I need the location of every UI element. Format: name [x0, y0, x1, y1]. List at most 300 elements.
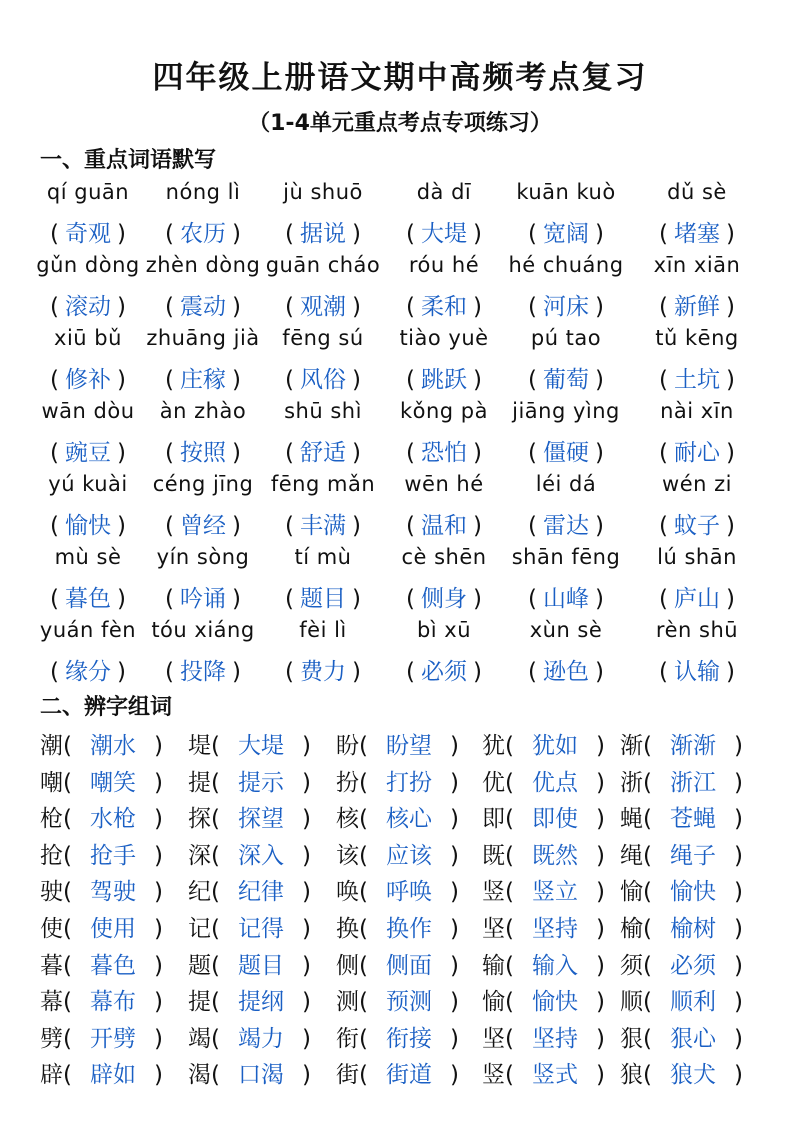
close-paren: ): [352, 367, 361, 393]
word-item: [482, 873, 632, 906]
close-paren: ): [595, 221, 604, 247]
answer-word: 盼望: [385, 733, 432, 759]
word-item: [40, 764, 190, 797]
open-paren: (: [50, 440, 59, 466]
answer-cell: [25, 653, 151, 686]
open-paren: (: [211, 989, 220, 1015]
close-paren: ): [232, 221, 241, 247]
close-paren: ): [733, 806, 743, 832]
close-paren: ): [153, 916, 163, 942]
answer-cell: [381, 288, 507, 321]
close-paren: ): [595, 806, 605, 832]
open-paren: (: [643, 879, 652, 905]
answer-cell: [25, 507, 151, 540]
pinyin-text: fèi lì: [299, 618, 347, 642]
word-row: [0, 873, 800, 907]
close-paren: ): [473, 513, 482, 539]
close-paren: ): [595, 294, 604, 320]
open-paren: (: [63, 843, 72, 869]
close-paren: ): [301, 733, 311, 759]
close-paren: ): [595, 879, 605, 905]
pinyin-text: lú shān: [657, 545, 737, 569]
pinyin-text: cè shēn: [401, 545, 487, 569]
base-character: 竖: [482, 879, 505, 905]
answer-word: 驾驶: [89, 879, 136, 905]
word-item: [620, 873, 770, 906]
answer-word: 河床: [543, 294, 589, 320]
answer-cell: [260, 215, 386, 248]
answer-word: 预测: [385, 989, 432, 1015]
answer-cell: [503, 653, 629, 686]
answer-word: 耐心: [674, 440, 720, 466]
close-paren: ): [473, 294, 482, 320]
open-paren: (: [643, 916, 652, 942]
pinyin-text: qí guān: [46, 180, 130, 204]
open-paren: (: [211, 953, 220, 979]
close-paren: ): [726, 440, 735, 466]
answer-cell: [503, 434, 629, 467]
close-paren: ): [733, 953, 743, 979]
open-paren: (: [211, 916, 220, 942]
answer-word: 暮色: [89, 953, 136, 979]
word-item: [336, 1056, 486, 1089]
close-paren: ): [352, 659, 361, 685]
answer-word: 侧面: [385, 953, 432, 979]
answer-cell: [25, 288, 151, 321]
pinyin-text: jù shuō: [283, 180, 363, 204]
answer-row: [0, 361, 800, 397]
answer-word: 开劈: [89, 1026, 136, 1052]
answer-word: 即使: [531, 806, 578, 832]
pinyin-text: jiāng yìng: [512, 399, 620, 423]
close-paren: ): [726, 513, 735, 539]
open-paren: (: [50, 294, 59, 320]
answer-word: 记得: [237, 916, 284, 942]
pinyin-text: róu hé: [408, 253, 480, 277]
word-row: [0, 837, 800, 871]
close-paren: ): [449, 733, 459, 759]
base-character: 竖: [482, 1062, 505, 1088]
open-paren: (: [659, 586, 668, 612]
pinyin-row: [0, 618, 800, 654]
open-paren: (: [528, 221, 537, 247]
pinyin-text: àn zhào: [159, 399, 247, 423]
base-character: 榆: [620, 916, 643, 942]
word-item: [482, 764, 632, 797]
open-paren: (: [211, 879, 220, 905]
close-paren: ): [117, 294, 126, 320]
base-character: 幕: [40, 989, 63, 1015]
open-paren: (: [505, 989, 514, 1015]
open-paren: (: [643, 989, 652, 1015]
answer-cell: [140, 215, 266, 248]
answer-word: 提纲: [237, 989, 284, 1015]
close-paren: ): [153, 1062, 163, 1088]
answer-word: 辟如: [89, 1062, 136, 1088]
open-paren: (: [406, 221, 415, 247]
answer-cell: [503, 361, 629, 394]
close-paren: ): [449, 843, 459, 869]
answer-cell: [381, 434, 507, 467]
close-paren: ): [301, 843, 311, 869]
open-paren: (: [285, 659, 294, 685]
base-character: 提: [188, 770, 211, 796]
open-paren: (: [165, 294, 174, 320]
answer-cell: [634, 507, 760, 540]
base-character: 竭: [188, 1026, 211, 1052]
open-paren: (: [359, 953, 368, 979]
answer-word: 暮色: [65, 586, 111, 612]
word-item: [188, 837, 338, 870]
open-paren: (: [165, 440, 174, 466]
answer-word: 柔和: [421, 294, 467, 320]
word-item: [40, 983, 190, 1016]
base-character: 愉: [620, 879, 643, 905]
answer-cell: [260, 361, 386, 394]
close-paren: ): [232, 513, 241, 539]
close-paren: ): [726, 221, 735, 247]
close-paren: ): [473, 440, 482, 466]
close-paren: ): [449, 1062, 459, 1088]
pinyin-text: léi dá: [535, 472, 597, 496]
answer-cell: [503, 507, 629, 540]
base-character: 顺: [620, 989, 643, 1015]
close-paren: ): [473, 586, 482, 612]
answer-word: 深入: [237, 843, 284, 869]
word-item: [188, 727, 338, 760]
answer-word: 必须: [421, 659, 467, 685]
close-paren: ): [733, 916, 743, 942]
open-paren: (: [63, 733, 72, 759]
answer-word: 侧身: [421, 586, 467, 612]
answer-word: 土坑: [674, 367, 720, 393]
pinyin-text: tǔ kēng: [655, 326, 739, 350]
open-paren: (: [359, 916, 368, 942]
close-paren: ): [232, 294, 241, 320]
close-paren: ): [733, 1026, 743, 1052]
open-paren: (: [406, 659, 415, 685]
answer-word: 豌豆: [65, 440, 111, 466]
word-item: [40, 800, 190, 833]
open-paren: (: [285, 294, 294, 320]
answer-word: 跳跃: [421, 367, 467, 393]
base-character: 堤: [188, 733, 211, 759]
open-paren: (: [285, 586, 294, 612]
close-paren: ): [352, 294, 361, 320]
pinyin-text: gǔn dòng: [36, 253, 140, 277]
close-paren: ): [595, 953, 605, 979]
answer-cell: [25, 361, 151, 394]
answer-word: 浙江: [669, 770, 716, 796]
word-item: [482, 1020, 632, 1053]
answer-word: 蚊子: [674, 513, 720, 539]
answer-cell: [503, 580, 629, 613]
pinyin-text: bì xū: [416, 618, 472, 642]
close-paren: ): [595, 586, 604, 612]
base-character: 犹: [482, 733, 505, 759]
word-item: [40, 727, 190, 760]
open-paren: (: [643, 1062, 652, 1088]
open-paren: (: [211, 733, 220, 759]
word-item: [188, 983, 338, 1016]
answer-word: 绳子: [669, 843, 716, 869]
word-item: [620, 837, 770, 870]
close-paren: ): [117, 367, 126, 393]
word-item: [620, 910, 770, 943]
answer-word: 抢手: [89, 843, 136, 869]
pinyin-row: [0, 545, 800, 581]
pinyin-text: fēng sú: [282, 326, 364, 350]
pinyin-row: [0, 326, 800, 362]
open-paren: (: [505, 916, 514, 942]
close-paren: ): [117, 586, 126, 612]
word-item: [188, 1020, 338, 1053]
answer-cell: [260, 434, 386, 467]
word-item: [40, 1056, 190, 1089]
pinyin-text: dà dī: [416, 180, 472, 204]
close-paren: ): [232, 586, 241, 612]
open-paren: (: [643, 733, 652, 759]
open-paren: (: [63, 1062, 72, 1088]
close-paren: ): [726, 586, 735, 612]
answer-cell: [25, 434, 151, 467]
open-paren: (: [505, 843, 514, 869]
pinyin-text: shū shì: [284, 399, 362, 423]
answer-word: 坚持: [531, 1026, 578, 1052]
word-item: [482, 910, 632, 943]
word-item: [482, 947, 632, 980]
pinyin-row: [0, 180, 800, 216]
word-item: [620, 727, 770, 760]
base-character: 潮: [40, 733, 63, 759]
answer-word: 提示: [237, 770, 284, 796]
close-paren: ): [153, 843, 163, 869]
answer-word: 口渴: [237, 1062, 284, 1088]
open-paren: (: [63, 953, 72, 979]
answer-word: 堵塞: [674, 221, 720, 247]
word-item: [336, 764, 486, 797]
open-paren: (: [165, 367, 174, 393]
answer-word: 雷达: [543, 513, 589, 539]
base-character: 暮: [40, 953, 63, 979]
pinyin-text: kǒng pà: [399, 399, 489, 423]
open-paren: (: [359, 989, 368, 1015]
base-character: 蝇: [620, 806, 643, 832]
answer-word: 奇观: [65, 221, 111, 247]
open-paren: (: [643, 1026, 652, 1052]
pinyin-text: tiào yuè: [399, 326, 489, 350]
open-paren: (: [63, 879, 72, 905]
open-paren: (: [359, 733, 368, 759]
answer-word: 愉快: [669, 879, 716, 905]
base-character: 狼: [620, 1062, 643, 1088]
answer-word: 应该: [385, 843, 432, 869]
answer-word: 葡萄: [543, 367, 589, 393]
open-paren: (: [359, 1026, 368, 1052]
word-item: [188, 764, 338, 797]
base-character: 题: [188, 953, 211, 979]
base-character: 衔: [336, 1026, 359, 1052]
answer-word: 犹如: [531, 733, 578, 759]
close-paren: ): [595, 367, 604, 393]
open-paren: (: [528, 513, 537, 539]
base-character: 狠: [620, 1026, 643, 1052]
open-paren: (: [63, 989, 72, 1015]
answer-word: 题目: [237, 953, 284, 979]
answer-word: 大堤: [421, 221, 467, 247]
open-paren: (: [50, 367, 59, 393]
word-item: [188, 1056, 338, 1089]
close-paren: ): [301, 989, 311, 1015]
word-item: [620, 1020, 770, 1053]
answer-word: 丰满: [300, 513, 346, 539]
base-character: 坚: [482, 916, 505, 942]
open-paren: (: [285, 513, 294, 539]
answer-word: 逊色: [543, 659, 589, 685]
open-paren: (: [285, 367, 294, 393]
answer-cell: [634, 580, 760, 613]
close-paren: ): [117, 659, 126, 685]
answer-word: 僵硬: [543, 440, 589, 466]
close-paren: ): [352, 513, 361, 539]
pinyin-text: mù sè: [54, 545, 122, 569]
answer-word: 大堤: [237, 733, 284, 759]
word-item: [336, 910, 486, 943]
answer-word: 缘分: [65, 659, 111, 685]
word-item: [336, 947, 486, 980]
close-paren: ): [301, 916, 311, 942]
close-paren: ): [301, 953, 311, 979]
answer-word: 温和: [421, 513, 467, 539]
answer-word: 探望: [237, 806, 284, 832]
open-paren: (: [359, 843, 368, 869]
pinyin-text: yuán fèn: [39, 618, 137, 642]
pinyin-text: shān fēng: [511, 545, 621, 569]
close-paren: ): [595, 989, 605, 1015]
answer-cell: [634, 434, 760, 467]
close-paren: ): [595, 1062, 605, 1088]
base-character: 须: [620, 953, 643, 979]
close-paren: ): [153, 989, 163, 1015]
pinyin-text: nóng lì: [165, 180, 241, 204]
answer-word: 认输: [674, 659, 720, 685]
word-item: [336, 983, 486, 1016]
answer-word: 震动: [180, 294, 226, 320]
answer-word: 必须: [669, 953, 716, 979]
word-item: [482, 1056, 632, 1089]
base-character: 渴: [188, 1062, 211, 1088]
answer-cell: [381, 580, 507, 613]
answer-cell: [503, 288, 629, 321]
answer-word: 据说: [300, 221, 346, 247]
answer-cell: [140, 507, 266, 540]
close-paren: ): [153, 806, 163, 832]
answer-word: 新鲜: [674, 294, 720, 320]
base-character: 辟: [40, 1062, 63, 1088]
open-paren: (: [63, 1026, 72, 1052]
word-row: [0, 727, 800, 761]
word-item: [336, 1020, 486, 1053]
word-row: [0, 800, 800, 834]
close-paren: ): [232, 440, 241, 466]
close-paren: ): [726, 294, 735, 320]
open-paren: (: [359, 806, 368, 832]
pinyin-text: yú kuài: [48, 472, 128, 496]
close-paren: ): [153, 733, 163, 759]
answer-word: 曾经: [180, 513, 226, 539]
open-paren: (: [165, 659, 174, 685]
answer-word: 既然: [531, 843, 578, 869]
close-paren: ): [117, 513, 126, 539]
open-paren: (: [505, 1062, 514, 1088]
base-character: 盼: [336, 733, 359, 759]
pinyin-text: rèn shū: [655, 618, 739, 642]
open-paren: (: [63, 806, 72, 832]
pinyin-text: wén zi: [662, 472, 732, 496]
pinyin-text: wān dòu: [41, 399, 135, 423]
answer-word: 换作: [385, 916, 432, 942]
close-paren: ): [595, 513, 604, 539]
answer-word: 愉快: [65, 513, 111, 539]
word-item: [188, 910, 338, 943]
answer-cell: [25, 215, 151, 248]
page-subtitle: （1-4单元重点考点专项练习）: [248, 111, 552, 136]
answer-cell: [260, 653, 386, 686]
close-paren: ): [726, 367, 735, 393]
base-character: 纪: [188, 879, 211, 905]
answer-word: 坚持: [531, 916, 578, 942]
close-paren: ): [449, 989, 459, 1015]
answer-word: 核心: [385, 806, 432, 832]
word-row: [0, 1056, 800, 1090]
answer-cell: [634, 361, 760, 394]
close-paren: ): [595, 440, 604, 466]
open-paren: (: [211, 770, 220, 796]
base-character: 深: [188, 843, 211, 869]
open-paren: (: [50, 659, 59, 685]
answer-cell: [140, 434, 266, 467]
pinyin-text: dǔ sè: [667, 180, 727, 204]
open-paren: (: [643, 843, 652, 869]
open-paren: (: [528, 367, 537, 393]
base-character: 绳: [620, 843, 643, 869]
open-paren: (: [406, 294, 415, 320]
base-character: 坚: [482, 1026, 505, 1052]
pinyin-row: [0, 399, 800, 435]
close-paren: ): [449, 1026, 459, 1052]
close-paren: ): [449, 953, 459, 979]
open-paren: (: [50, 513, 59, 539]
close-paren: ): [117, 221, 126, 247]
word-item: [336, 800, 486, 833]
answer-word: 苍蝇: [669, 806, 716, 832]
close-paren: ): [449, 916, 459, 942]
open-paren: (: [505, 770, 514, 796]
open-paren: (: [359, 879, 368, 905]
base-character: 唤: [336, 879, 359, 905]
answer-word: 竭力: [237, 1026, 284, 1052]
close-paren: ): [352, 221, 361, 247]
answer-word: 渐渐: [669, 733, 716, 759]
close-paren: ): [352, 440, 361, 466]
answer-word: 投降: [180, 659, 226, 685]
open-paren: (: [285, 440, 294, 466]
answer-word: 衔接: [385, 1026, 432, 1052]
answer-cell: [381, 507, 507, 540]
base-character: 劈: [40, 1026, 63, 1052]
answer-cell: [634, 215, 760, 248]
answer-cell: [140, 361, 266, 394]
